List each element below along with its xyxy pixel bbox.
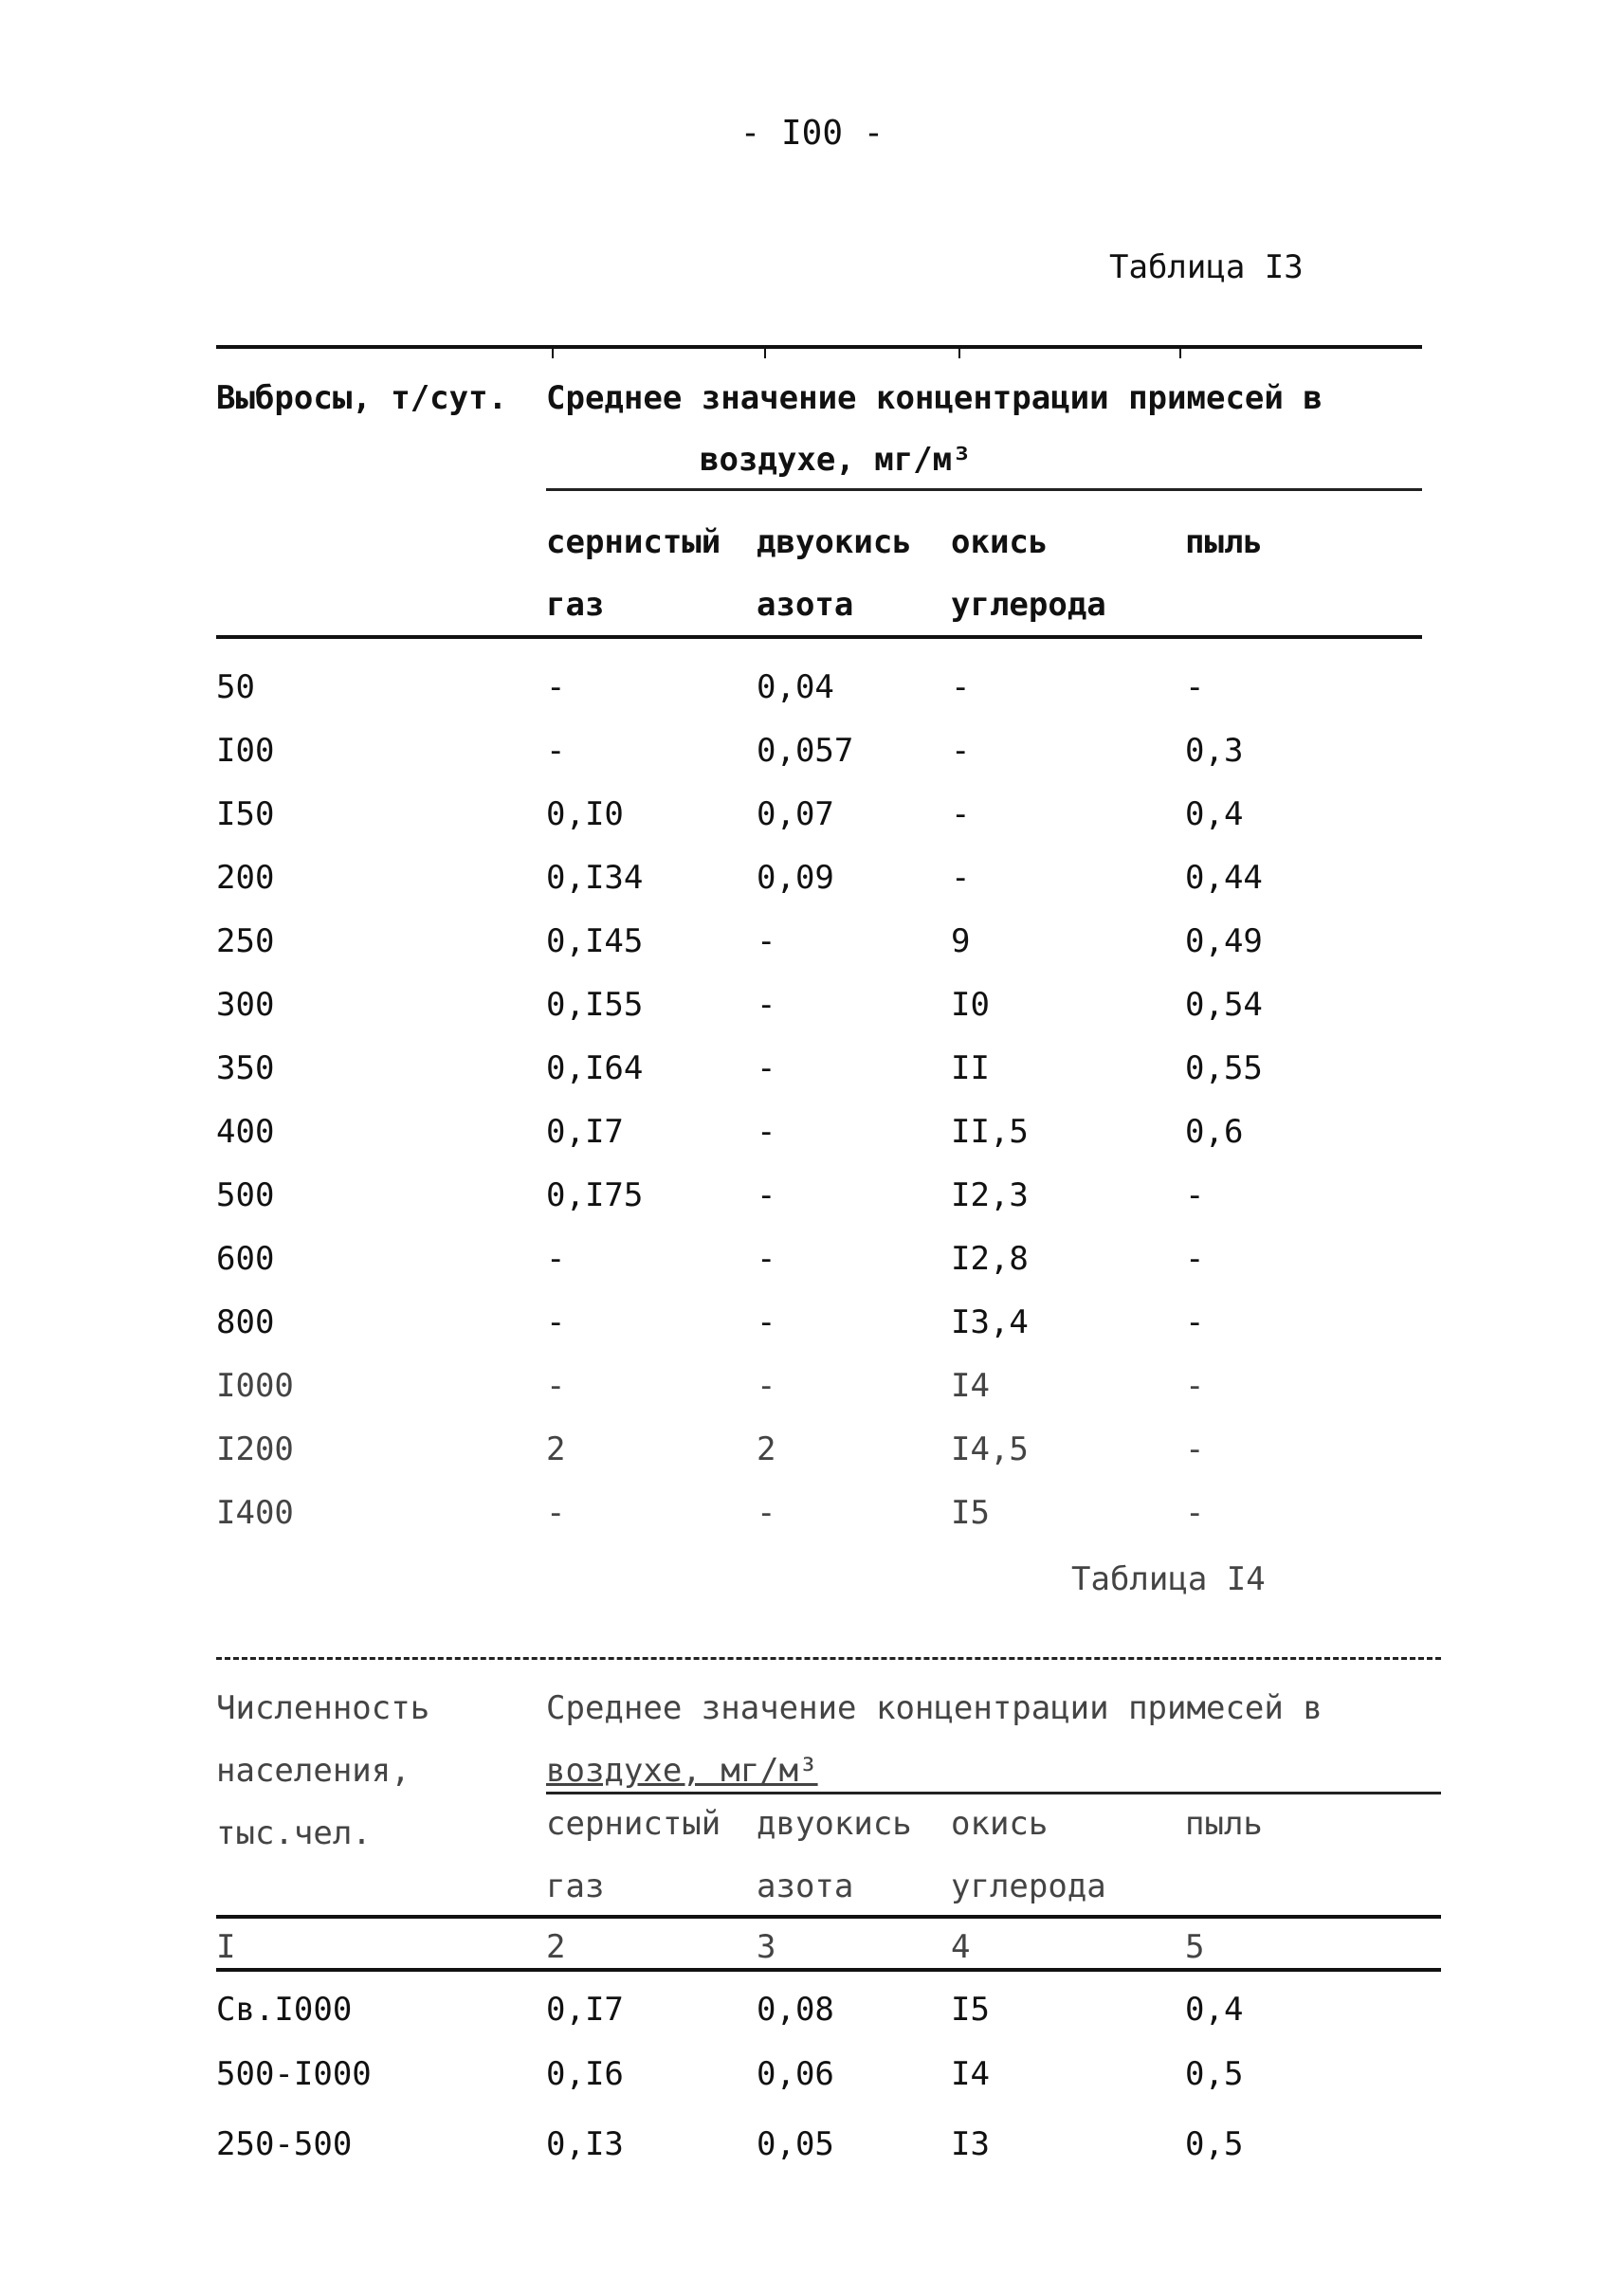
table-14-row — [0, 2125, 1624, 2182]
table-14-caption: Таблица I4 — [1071, 1560, 1266, 1598]
table-cell: - — [546, 732, 566, 770]
table-cell: 0,06 — [757, 2055, 834, 2093]
table-13-row — [0, 986, 1624, 1043]
table-cell: - — [757, 1494, 776, 1532]
table-13-row — [0, 668, 1624, 725]
table-cell: 0,55 — [1185, 1049, 1263, 1087]
table-13-span-rule — [546, 488, 1422, 491]
table-cell: 0,5 — [1185, 2055, 1244, 2093]
table-cell: 9 — [951, 922, 971, 960]
table-cell: 0,I45 — [546, 922, 644, 960]
table-14-subcol-1-line2: газ — [546, 1867, 605, 1905]
table-cell: - — [757, 1049, 776, 1087]
table-13-span-header-line1: Среднее значение концентрации примесей в — [546, 379, 1323, 417]
table-cell: I0 — [951, 986, 990, 1024]
table-13-subcol-3-line1: окись — [951, 523, 1049, 561]
table-cell: Св.I000 — [216, 1991, 353, 2029]
table-13-row — [0, 1049, 1624, 1106]
table-cell: 0,54 — [1185, 986, 1263, 1024]
table-cell: - — [757, 1240, 776, 1278]
table-cell: II,5 — [951, 1113, 1029, 1151]
table-cell: - — [1185, 1367, 1205, 1405]
table-13-row — [0, 922, 1624, 979]
table-cell: - — [1185, 1176, 1205, 1214]
table-13-subcol-3-line2: углерода — [951, 586, 1106, 624]
table-cell: 50 — [216, 668, 255, 706]
table-14-span-header-line2: воздухе, мг/м³ — [546, 1752, 818, 1790]
table-cell: 0,I7 — [546, 1991, 624, 2029]
table-13-row — [0, 1494, 1624, 1551]
table-cell: - — [1185, 1494, 1205, 1532]
table-cell: - — [757, 1113, 776, 1151]
table-cell: 0,4 — [1185, 1991, 1244, 2029]
table-cell: 0,49 — [1185, 922, 1263, 960]
table-14-header-rule — [216, 1915, 1441, 1919]
table-cell: 0,3 — [1185, 732, 1244, 770]
table-14-column-number: 2 — [546, 1928, 566, 1966]
table-cell: - — [951, 859, 971, 897]
table-cell: - — [757, 922, 776, 960]
table-13-header-tick — [1179, 347, 1181, 358]
table-14-col0-header-line2: населения, — [216, 1752, 411, 1790]
table-cell: 0,4 — [1185, 795, 1244, 833]
table-13-row — [0, 1430, 1624, 1487]
table-13-row — [0, 795, 1624, 852]
table-cell: I00 — [216, 732, 275, 770]
table-cell: - — [951, 668, 971, 706]
table-cell: - — [757, 986, 776, 1024]
table-cell: - — [1185, 1430, 1205, 1468]
table-14-subcol-2-line1: двуокись — [757, 1805, 912, 1843]
table-13-row — [0, 859, 1624, 916]
table-cell: 800 — [216, 1303, 275, 1341]
table-cell: 0,5 — [1185, 2125, 1244, 2163]
table-cell: I50 — [216, 795, 275, 833]
table-cell: 0,I0 — [546, 795, 624, 833]
table-cell: - — [1185, 1303, 1205, 1341]
table-cell: I4 — [951, 1367, 990, 1405]
table-cell: 300 — [216, 986, 275, 1024]
page-number: - I00 - — [739, 114, 885, 153]
table-13-header-tick — [958, 347, 960, 358]
table-cell: - — [951, 732, 971, 770]
table-14-col0-header-line1: Численность — [216, 1689, 430, 1727]
table-cell: - — [546, 1494, 566, 1532]
table-cell: 0,I6 — [546, 2055, 624, 2093]
table-cell: I4 — [951, 2055, 990, 2093]
table-cell: 0,05 — [757, 2125, 834, 2163]
table-14-subcol-2-line2: азота — [757, 1867, 854, 1905]
table-13-row — [0, 1240, 1624, 1297]
table-14-row — [0, 2055, 1624, 2112]
table-cell: 0,057 — [757, 732, 854, 770]
table-13-header-tick — [552, 347, 554, 358]
table-cell: I5 — [951, 1991, 990, 2029]
table-cell: I3,4 — [951, 1303, 1029, 1341]
table-cell: - — [757, 1176, 776, 1214]
table-14-span-rule — [546, 1792, 1441, 1794]
table-cell: 200 — [216, 859, 275, 897]
table-13-subcol-1-line1: сернистый — [546, 523, 721, 561]
table-cell: 0,I55 — [546, 986, 644, 1024]
table-cell: 350 — [216, 1049, 275, 1087]
table-cell: 600 — [216, 1240, 275, 1278]
table-cell: 0,6 — [1185, 1113, 1244, 1151]
table-cell: 0,I3 — [546, 2125, 624, 2163]
table-cell: 500-I000 — [216, 2055, 372, 2093]
table-cell: 2 — [757, 1430, 776, 1468]
table-14-subcol-3-line2: углерода — [951, 1867, 1106, 1905]
table-cell: - — [546, 1367, 566, 1405]
table-cell: 0,44 — [1185, 859, 1263, 897]
table-cell: 250 — [216, 922, 275, 960]
table-cell: - — [546, 668, 566, 706]
table-13-row — [0, 1113, 1624, 1170]
table-14-row — [0, 1991, 1624, 2048]
table-cell: 0,I75 — [546, 1176, 644, 1214]
table-13-row — [0, 1303, 1624, 1360]
table-14-column-number: 4 — [951, 1928, 971, 1966]
table-14-col0-header-line3: тыс.чел. — [216, 1814, 372, 1852]
table-cell: I4,5 — [951, 1430, 1029, 1468]
table-13-header-tick — [764, 347, 766, 358]
table-cell: I200 — [216, 1430, 294, 1468]
table-cell: - — [1185, 668, 1205, 706]
table-13-caption: Таблица I3 — [1109, 248, 1304, 286]
table-cell: 0,07 — [757, 795, 834, 833]
table-cell: 2 — [546, 1430, 566, 1468]
table-14-column-number: 5 — [1185, 1928, 1205, 1966]
table-cell: I400 — [216, 1494, 294, 1532]
table-13-subcol-1-line2: газ — [546, 586, 605, 624]
table-cell: 400 — [216, 1113, 275, 1151]
table-cell: 0,I7 — [546, 1113, 624, 1151]
table-13-subcol-2-line2: азота — [757, 586, 854, 624]
table-13-subcol-4-line1: пыль — [1185, 523, 1263, 561]
table-14-numbers-rule — [216, 1968, 1441, 1972]
table-cell: I5 — [951, 1494, 990, 1532]
table-cell: 0,08 — [757, 1991, 834, 2029]
table-cell: - — [951, 795, 971, 833]
table-14-top-rule — [216, 1657, 1441, 1660]
table-cell: 0,I64 — [546, 1049, 644, 1087]
table-13-top-rule — [216, 345, 1422, 349]
table-13-header-bottom-rule — [216, 635, 1422, 639]
table-14-column-number: I — [216, 1928, 236, 1966]
table-14-subcol-1-line1: сернистый — [546, 1805, 721, 1843]
table-cell: I2,8 — [951, 1240, 1029, 1278]
table-13-span-header-line2: воздухе, мг/м³ — [700, 441, 972, 479]
table-cell: 0,04 — [757, 668, 834, 706]
table-13-col0-header: Выбросы, т/сут. — [216, 379, 508, 417]
table-cell: - — [546, 1303, 566, 1341]
table-14-column-number: 3 — [757, 1928, 776, 1966]
table-cell: - — [757, 1367, 776, 1405]
table-cell: 500 — [216, 1176, 275, 1214]
table-cell: 250-500 — [216, 2125, 353, 2163]
table-13-subcol-2-line1: двуокись — [757, 523, 912, 561]
table-14-span-header-line1: Среднее значение концентрации примесей в — [546, 1689, 1323, 1727]
table-cell: 0,I34 — [546, 859, 644, 897]
table-cell: - — [757, 1303, 776, 1341]
table-13-row — [0, 1176, 1624, 1233]
table-13-row — [0, 732, 1624, 789]
table-cell: II — [951, 1049, 990, 1087]
table-14-subcol-4-line1: пыль — [1185, 1805, 1263, 1843]
table-cell: - — [546, 1240, 566, 1278]
table-cell: I3 — [951, 2125, 990, 2163]
table-cell: 0,09 — [757, 859, 834, 897]
table-cell: I2,3 — [951, 1176, 1029, 1214]
table-cell: - — [1185, 1240, 1205, 1278]
table-14-subcol-3-line1: окись — [951, 1805, 1049, 1843]
table-13-row — [0, 1367, 1624, 1424]
table-cell: I000 — [216, 1367, 294, 1405]
